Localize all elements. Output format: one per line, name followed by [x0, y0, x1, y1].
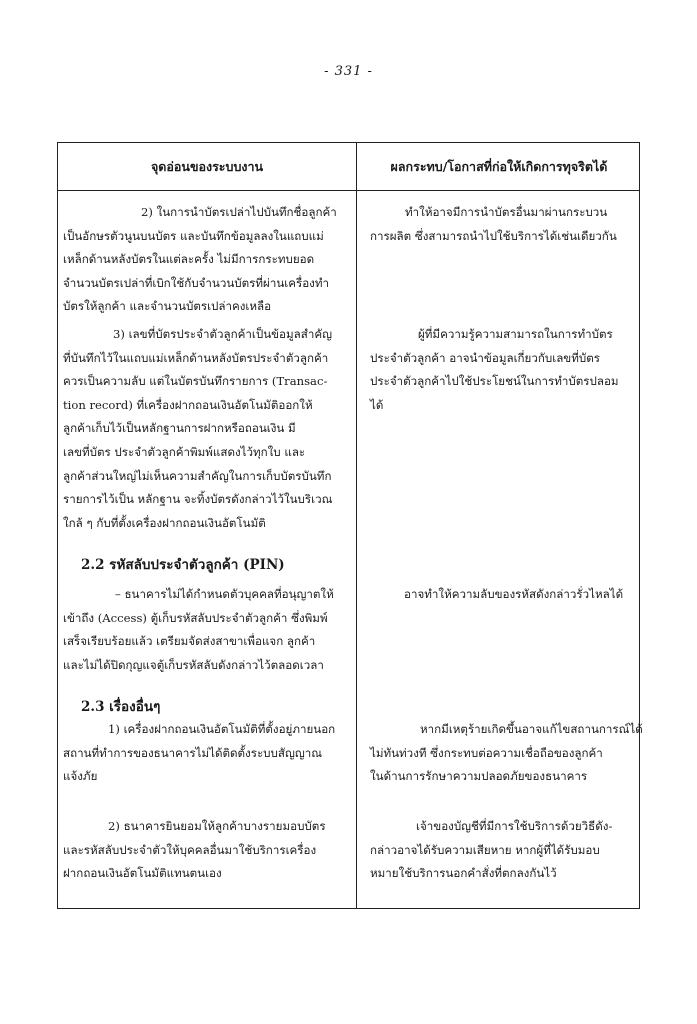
- text-line: จำนวนบัตรเปล่าที่เบิกใช้กับจำนวนบัตรที่ผ่านเครื่องทำ: [63, 275, 329, 290]
- text-line: 3) เลขที่บัตรประจำตัวลูกค้าเป็นข้อมูลสำคัญ: [113, 327, 332, 341]
- text-line: ฝากถอนเงินอัตโนมัติแทนตนเอง: [63, 866, 222, 881]
- text-line: ควรเป็นความลับ แต่ในบัตรบันทึกรายการ (Transac-: [63, 374, 328, 389]
- item3-weakness: [63, 323, 346, 535]
- section-2-2-impact: [370, 583, 632, 607]
- text-line: ประจำตัวลูกค้าไปใช้ประโยชน์ในการทำบัตรปลอม: [370, 374, 619, 389]
- text-line: หมายใช้บริการนอกคำสั่งที่ตกลงกันไว้: [370, 866, 557, 881]
- text-line: และไม่ได้ปิดกุญแจตู้เก็บรหัสลับดังกล่าวไว้ตลอดเวลา: [63, 657, 324, 672]
- text-line: เลขที่บัตร ประจำตัวลูกค้าพิมพ์แสดงไว้ทุกใบ และ: [63, 444, 306, 459]
- text-line: บัตรให้ลูกค้า และจำนวนบัตรเปล่าคงเหลือ: [63, 299, 272, 314]
- section-2-3-heading: 2.3 เรื่องอื่นๆ: [81, 699, 161, 715]
- text-line: แจ้งภัย: [63, 769, 98, 784]
- text-line: อาจทำให้ความลับของรหัสดังกล่าวรั่วไหลได้: [404, 587, 624, 601]
- section-2-3-item2-impact: [370, 815, 632, 886]
- header-divider: [58, 190, 639, 191]
- page-number: - 331 -: [324, 64, 373, 79]
- text-line: – ธนาคารไม่ได้กำหนดตัวบุคคลที่อนุญาตให้: [115, 587, 334, 601]
- text-line: หากมีเหตุร้ายเกิดขึ้นอาจแก้ไขสถานการณ์ได้: [420, 722, 643, 736]
- section-2-3-item1-impact: [370, 718, 643, 789]
- text-line: ที่บันทึกไว้ในแถบแม่เหล็กด้านหลังบัตรประจำตัวลูกค้า: [63, 350, 329, 365]
- text-line: การผลิต ซึ่งสามารถนำไปใช้บริการได้เช่นเดียวกัน: [370, 228, 617, 243]
- text-line: 2) ธนาคารยินยอมให้ลูกค้าบางรายมอบบัตร: [108, 819, 326, 833]
- text-line: สถานที่ทำการของธนาคารไม่ได้ติดตั้งระบบสัญญาณ: [63, 745, 322, 760]
- text-line: เจ้าของบัญชีที่มีการใช้บริการด้วยวิธีดัง-: [416, 819, 613, 833]
- text-line: ไม่ทันท่วงที ซึ่งกระทบต่อความเชื่อถือของลูกค้า: [370, 745, 603, 760]
- item3-impact: [370, 323, 632, 417]
- text-line: ได้: [370, 397, 384, 412]
- text-line: และรหัสลับประจำตัวให้บุคคลอื่นมาใช้บริการเครื่อง: [63, 842, 317, 857]
- text-line: กล่าวอาจได้รับความเสียหาย หากผู้ที่ได้รับมอบ: [370, 842, 600, 857]
- weakness-impact-table: [57, 142, 643, 909]
- text-line: เสร็จเรียบร้อยแล้ว เตรียมจัดส่งสาขาเพื่อแจก ลูกค้า: [63, 634, 316, 649]
- text-line: ในด้านการรักษาความปลอดภัยของธนาคาร: [370, 769, 588, 784]
- text-line: ผู้ที่มีความรู้ความสามารถในการทำบัตร: [418, 327, 613, 341]
- section-2-2-heading: 2.2 รหัสลับประจำตัวลูกค้า (PIN): [81, 557, 285, 573]
- text-line: tion record) ที่เครื่องฝากถอนเงินอัตโนมัติออกให้: [63, 397, 313, 412]
- text-line: ทำให้อาจมีการนำบัตรอื่นมาผ่านกระบวน: [405, 205, 608, 219]
- item2-weakness: [63, 201, 346, 319]
- section-2-2-weakness: [63, 583, 346, 677]
- text-line: เป็นอักษรตัวนูนบนบัตร และบันทึกข้อมูลลงในแถบแม่: [63, 228, 324, 243]
- text-line: เข้าถึง (Access) ตู้เก็บรหัสลับประจำตัวลูกค้า ซึ่งพิมพ์: [63, 610, 328, 625]
- text-line: เหล็กด้านหลังบัตรในแต่ละครั้ง ไม่มีการกระทบยอด: [63, 252, 315, 267]
- text-line: ใกล้ ๆ กับที่ตั้งเครื่องฝากถอนเงินอัตโนมัติ: [63, 515, 266, 530]
- item2-impact: [370, 201, 632, 248]
- column-divider: [356, 143, 357, 908]
- text-line: ลูกค้าส่วนใหญ่ไม่เห็นความสำคัญในการเก็บบัตรบันทึก: [63, 468, 332, 483]
- header-weakness: จุดอ่อนของระบบงาน: [150, 159, 264, 174]
- text-line: ลูกค้าเก็บไว้เป็นหลักฐานการฝากหรือถอนเงิน มี: [63, 421, 296, 436]
- text-line: 2) ในการนำบัตรเปล่าไปบันทึกชื่อลูกค้า: [141, 205, 337, 219]
- section-2-3-item2-weakness: [63, 815, 346, 886]
- header-impact: ผลกระทบ/โอกาสที่ก่อให้เกิดการทุจริตได้: [390, 159, 608, 174]
- text-line: รายการไว้เป็น หลักฐาน จะทิ้งบัตรดังกล่าวไว้ในบริเวณ: [63, 492, 333, 507]
- text-line: ประจำตัวลูกค้า อาจนำข้อมูลเกี่ยวกับเลขที่บัตร: [370, 350, 600, 365]
- section-2-3-item1-weakness: [63, 718, 346, 789]
- text-line: 1) เครื่องฝากถอนเงินอัตโนมัติที่ตั้งอยู่ภายนอก: [108, 722, 336, 736]
